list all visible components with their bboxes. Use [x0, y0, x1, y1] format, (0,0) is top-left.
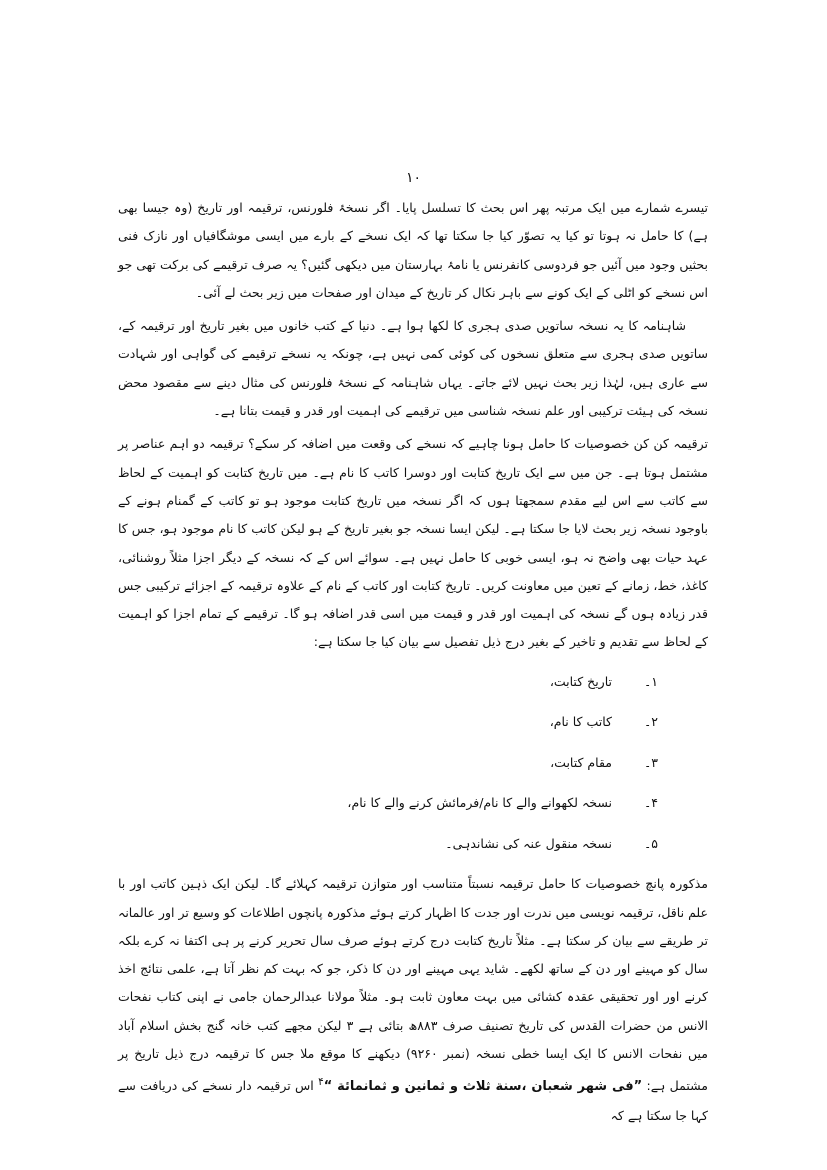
list-item-text: کاتب کا نام، [549, 714, 612, 730]
paragraph-2: شاہنامہ کا یہ نسخہ ساتویں صدی ہجری کا لکھا ہوا ہے۔ دنیا کے کتب خانوں میں بغیر تاریخ اور ترقیمہ کے، ساتویں صدی ہجری سے متعلق نسخوں کی کوئی کمی نہیں ہے، چونکہ یہ نسخے ترقیمے کی گواہی اور شہادت سے عاری ہیں، لہٰذا زیر بحث نہیں لائے جاتے۔ یہاں شاہنامہ کے نسخۂ فلورنس کی مثال دینے سے مقصود محض نسخہ کی ہیئت ترکیبی اور علم نسخہ شناسی میں ترقیمے کی اہمیت اور قدر و قیمت بتانا ہے۔ [118, 318, 708, 419]
arabic-colophon-quote: ”فی شهر شعبان ،سنة ثلاث و ثمانین و ثمانمائة “ [323, 1079, 643, 1095]
colophon-elements-list [118, 662, 708, 865]
footnote-ref: ۴ [318, 1076, 324, 1089]
paragraph-4-text: مذکورہ پانچ خصوصیات کا حامل ترقیمہ نسبتاً متناسب اور متوازن ترقیمہ کہلائے گا۔ لیکن ایک ذہین کاتب اور با علم ناقل، ترقیمہ نویسی میں ندرت اور جدت کا اظہار کرتے ہوئے مذکورہ پانچوں اطلاعات کو وسیع تر اور عالمانہ تر طریقے سے بیان کر سکتا ہے۔ مثلاً تاریخ کتابت درج کرتے ہوئے صرف سال تحریر کرنے پر ہی اکتفا نہ کرے بلکہ سال کو مہینے اور دن کے ساتھ لکھے۔ شاید یہی مہینے اور دن کا ذکر، جو کہ بہت کم نظر آتا ہے، علمی نتائج اخذ کرنے اور اور تحقیقی عقدہ کشائی میں بہت معاون ثابت ہو۔ مثلاً مولانا عبدالرحمان جامی نے اپنی کتاب نفحات الانس من حضرات القدس کی تاریخ تصنیف صرف ۸۸۳ھ بتائی ہے ۳ لیکن مجھے کتب خانہ گنج بخش اسلام آباد میں نفحات الانس کا ایک ایسا خطی نسخہ (نمبر ۹۲۶۰) دیکھنے کا موقع ملا جس کا ترقیمہ درج ذیل تاریخ پر مشتمل ہے: [118, 876, 708, 1094]
paragraph-1: تیسرے شمارے میں ایک مرتبہ پھر اس بحث کا تسلسل پایا۔ اگر نسخۂ فلورنس، ترقیمہ اور تاریخ (وہ جیسا بھی ہے) کا حامل نہ ہوتا تو کیا یہ تصوّر کیا جا سکتا تھا کہ ایک نسخے کے بارے میں ایسی موشگافیاں اور نازک فنی بحثیں وجود میں آئیں جو فردوسی کانفرنس یا نامۂ بہارستان میں دیکھی گئیں؟ یہ صرف ترقیمے کی برکت تھی جو اس نسخے کو اٹلی کے ایک کونے سے باہر نکال کر تاریخ کے میدان اور صفحات میں زیر بحث لے آئی۔ [118, 200, 708, 300]
list-item-text: تاریخ کتابت، [549, 673, 612, 689]
list-item [118, 783, 658, 824]
list-item-number: ۳۔ [643, 754, 658, 770]
list-item-text: مقام کتابت، [550, 754, 612, 770]
paragraph-4 [118, 870, 708, 1130]
list-item-number: ۵۔ [643, 835, 658, 851]
list-item-number: ۴۔ [643, 795, 658, 811]
list-item-text: نسخہ لکھوانے والے کا نام/فرمائش کرنے والے کا نام، [347, 795, 612, 811]
list-item-number: ۲۔ [643, 714, 658, 730]
list-item-number: ۱۔ [643, 673, 658, 689]
list-item [118, 702, 658, 743]
page-number: ۱۰ [405, 170, 422, 186]
list-item-text: نسخہ منقول عنہ کی نشاندہی۔ [445, 835, 612, 851]
list-item [118, 824, 658, 865]
list-item [118, 662, 658, 703]
paragraph-4-tail: اس ترقیمہ دار نسخے کی دریافت سے کہا جا سکتا ہے کہ [118, 1078, 708, 1123]
urdu-body-text [118, 194, 708, 1135]
paragraph-3: ترقیمہ کن کن خصوصیات کا حامل ہونا چاہیے کہ نسخے کی وقعت میں اضافہ کر سکے؟ ترقیمہ دو اہم عناصر پر مشتمل ہوتا ہے۔ جن میں سے ایک تاریخ کتابت اور دوسرا کاتب کا نام ہے۔ میں تاریخ کتابت کو اہمیت کے لحاظ سے کاتب سے اس لیے مقدم سمجھتا ہوں کہ اگر نسخہ میں تاریخ کتابت موجود ہو تو کاتب کے گمنام ہونے کے باوجود نسخہ زیر بحث لایا جا سکتا ہے۔ لیکن ایسا نسخہ جو بغیر تاریخ کے ہو لیکن کاتب کا نام موجود ہو، جس کا عہد حیات بھی واضح نہ ہو، ایسی خوبی کا حامل نہیں ہے۔ سوائے اس کے کہ نسخہ کے دیگر اجزا مثلاً روشنائی، کاغذ، خط، زمانے کے تعین میں معاونت کریں۔ تاریخ کتابت اور کاتب کے نام کے علاوہ ترقیمہ کے اجزائے ترکیبی جس قدر زیادہ ہوں گے نسخہ کی اہمیت اور قدر و قیمت میں اسی قدر اضافہ ہو گا۔ ترقیمے کے تمام اجزا کو اہمیت کے لحاظ سے تقدیم و تاخیر کے بغیر درج ذیل تفصیل سے بیان کیا جا سکتا ہے: [118, 436, 708, 650]
list-item [118, 743, 658, 784]
